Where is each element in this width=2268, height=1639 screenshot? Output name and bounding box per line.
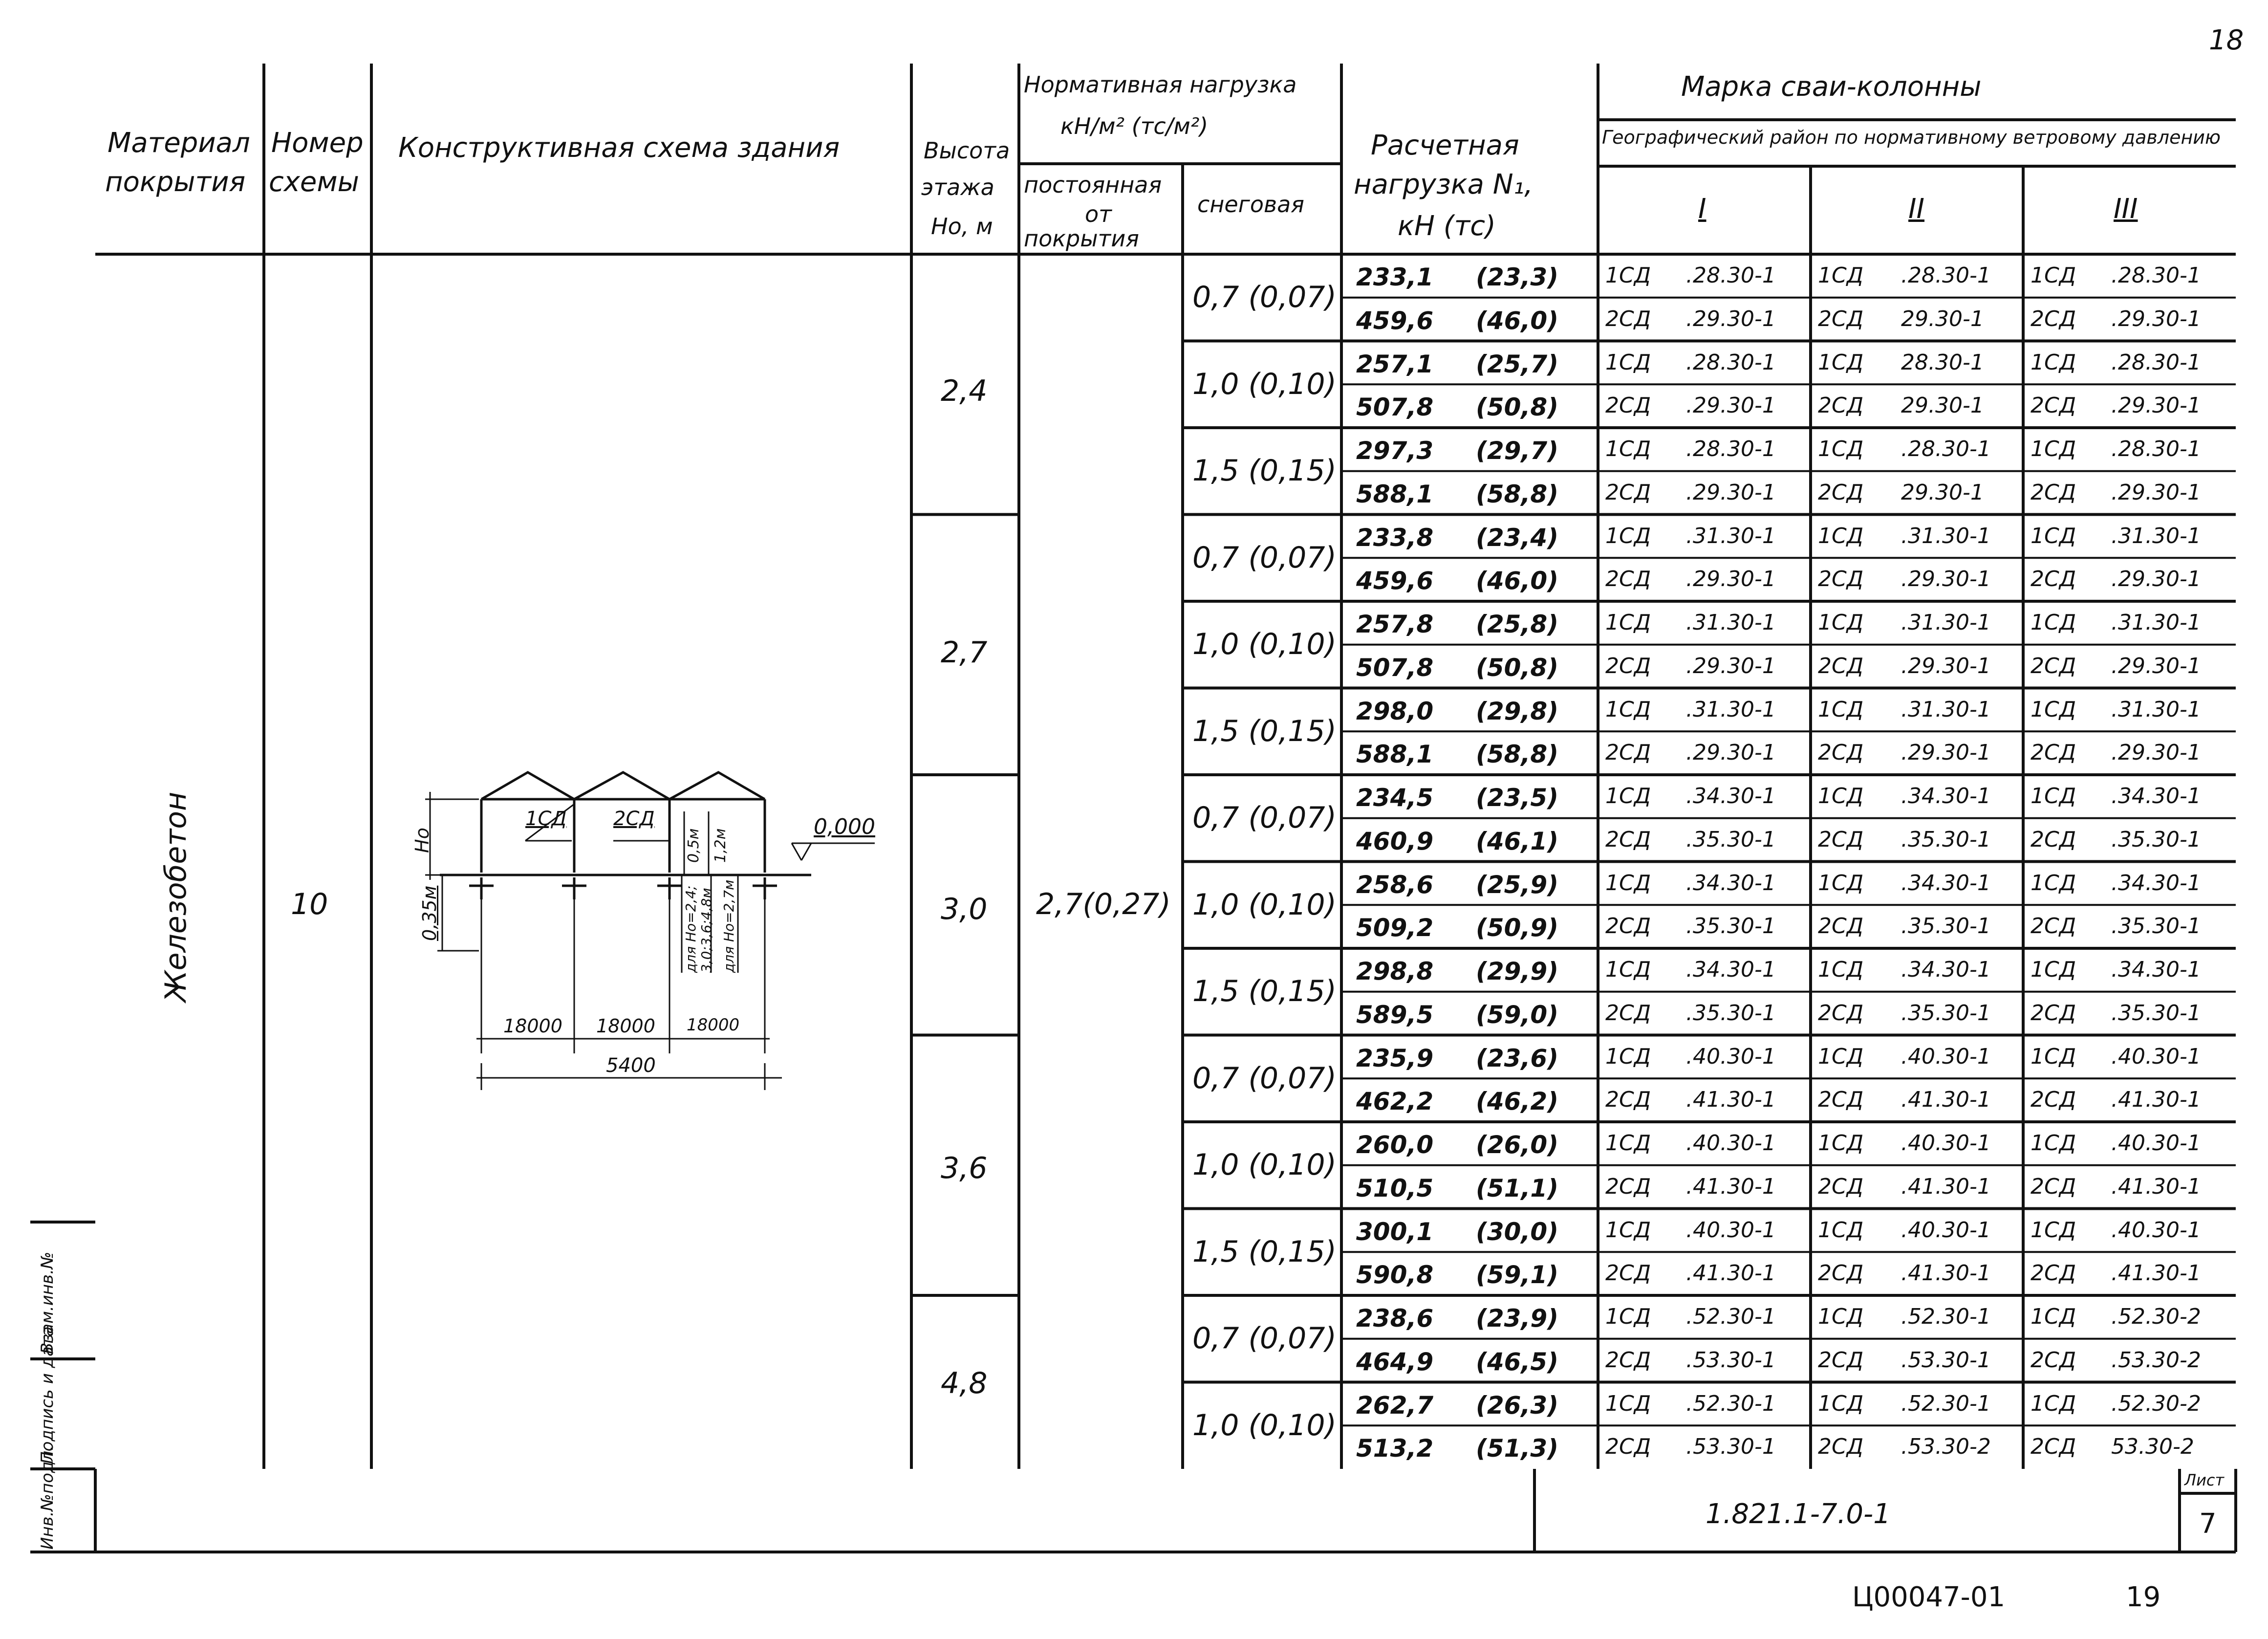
mark-II-code: 29.30-1 (1901, 480, 1984, 505)
mark-II-code: .41.30-1 (1901, 1174, 1991, 1199)
mark-II-code: 29.30-1 (1901, 306, 1984, 331)
mark-II-type: 2СД (1818, 567, 1864, 592)
design-load-tc: (46,2) (1476, 1087, 1559, 1116)
mark-II-type: 2СД (1818, 480, 1864, 505)
mark-I-type: 2СД (1605, 740, 1651, 765)
material-value: Железобетон (159, 791, 193, 1002)
design-load-kn: 234,5 (1356, 784, 1434, 812)
mark-I-type: 2СД (1605, 480, 1651, 505)
mark-I-type: 2СД (1605, 827, 1651, 852)
mark-III-type: 1СД (2030, 263, 2076, 288)
mark-I-code: .31.30-1 (1686, 523, 1776, 548)
mark-III-code: .29.30-1 (2111, 740, 2201, 765)
mark-I-type: 2СД (1605, 567, 1651, 592)
mark-III-code: .28.30-1 (2111, 263, 2201, 288)
height-value: 2,4 (941, 374, 988, 408)
mark-I-type: 1СД (1605, 870, 1651, 896)
mark-III-code: .28.30-1 (2111, 437, 2201, 461)
mark-III-code: .40.30-1 (2111, 1131, 2201, 1156)
mark-III-type: 2СД (2030, 480, 2076, 505)
mark-I-code: .52.30-1 (1686, 1304, 1776, 1329)
mark-I-code: .34.30-1 (1686, 870, 1776, 896)
diagram-label-05: 0,5м (685, 828, 702, 863)
hdr-norm-load-1: Нормативная нагрузка (1024, 71, 1297, 98)
mark-I-code: .41.30-1 (1686, 1174, 1776, 1199)
diagram-note-a: для Но=2,4; (683, 885, 699, 973)
design-load-tc: (46,5) (1476, 1347, 1559, 1376)
mark-I-code: .35.30-1 (1686, 914, 1776, 939)
mark-I-code: .34.30-1 (1686, 957, 1776, 982)
mark-I-code: .53.30-1 (1686, 1434, 1776, 1460)
design-load-tc: (58,8) (1476, 480, 1559, 508)
mark-II-code: .40.30-1 (1901, 1131, 1991, 1156)
mark-I-code: .34.30-1 (1686, 784, 1776, 809)
mark-III-code: .41.30-1 (2111, 1174, 2201, 1199)
mark-II-code: .52.30-1 (1901, 1391, 1991, 1416)
mark-II-code: .28.30-1 (1901, 263, 1991, 288)
mark-II-type: 2СД (1818, 1434, 1864, 1460)
mark-I-code: .28.30-1 (1686, 437, 1776, 461)
stamp-sheet-number: 7 (2199, 1508, 2217, 1540)
snow-load-value: 0,7 (0,07) (1192, 280, 1337, 314)
mark-II-code: .53.30-1 (1901, 1347, 1991, 1373)
mark-II-type: 2СД (1818, 1000, 1864, 1026)
design-load-kn: 459,6 (1356, 567, 1434, 595)
mark-III-type: 1СД (2030, 437, 2076, 461)
side-label-replace: Взам.инв.№ (38, 1251, 57, 1354)
mark-III-type: 2СД (2030, 1087, 2076, 1113)
mark-III-code: .31.30-1 (2111, 523, 2201, 548)
mark-I-type: 2СД (1605, 1261, 1651, 1286)
mark-III-code: .35.30-1 (2111, 827, 2201, 852)
mark-II-code: .41.30-1 (1901, 1261, 1991, 1286)
mark-II-type: 2СД (1818, 827, 1864, 852)
mark-II-code: .35.30-1 (1901, 1000, 1991, 1026)
design-load-tc: (58,8) (1476, 740, 1559, 769)
design-load-kn: 235,9 (1356, 1044, 1434, 1072)
diagram-label-ho: Но (411, 828, 433, 853)
mark-III-type: 1СД (2030, 1131, 2076, 1156)
hdr-material-1: Материал (108, 127, 250, 159)
hdr-scheme: Конструктивная схема здания (398, 132, 840, 164)
mark-I-code: .40.30-1 (1686, 1131, 1776, 1156)
mark-I-code: .31.30-1 (1686, 610, 1776, 635)
design-load-kn: 513,2 (1356, 1434, 1434, 1463)
hdr-design-load-1: Расчетная (1371, 130, 1519, 161)
mark-III-type: 2СД (2030, 306, 2076, 331)
diagram-total: 5400 (606, 1054, 656, 1077)
footer-page: 19 (2126, 1581, 2161, 1613)
mark-III-type: 2СД (2030, 740, 2076, 765)
mark-II-type: 1СД (1818, 1131, 1864, 1156)
mark-II-type: 2СД (1818, 740, 1864, 765)
mark-II-type: 2СД (1818, 393, 1864, 418)
mark-II-code: .40.30-1 (1901, 1044, 1991, 1069)
mark-III-code: .28.30-1 (2111, 350, 2201, 375)
mark-III-code: .34.30-1 (2111, 870, 2201, 896)
mark-I-type: 1СД (1605, 523, 1651, 548)
mark-III-code: .41.30-1 (2111, 1087, 2201, 1113)
design-load-tc: (46,0) (1476, 567, 1559, 595)
design-load-kn: 462,2 (1356, 1087, 1434, 1116)
mark-III-code: .34.30-1 (2111, 784, 2201, 809)
mark-II-type: 2СД (1818, 1347, 1864, 1373)
mark-I-type: 2СД (1605, 306, 1651, 331)
design-load-tc: (46,1) (1476, 827, 1559, 855)
snow-load-value: 0,7 (0,07) (1192, 540, 1337, 575)
mark-II-type: 1СД (1818, 870, 1864, 896)
mark-II-code: .31.30-1 (1901, 523, 1991, 548)
mark-I-code: .40.30-1 (1686, 1044, 1776, 1069)
hdr-design-load-3: кН (тс) (1398, 210, 1496, 242)
mark-III-code: .52.30-2 (2111, 1391, 2201, 1416)
mark-III-code: .29.30-1 (2111, 653, 2201, 678)
height-value: 3,0 (941, 892, 988, 926)
mark-III-code: .40.30-1 (2111, 1217, 2201, 1243)
mark-I-code: .28.30-1 (1686, 350, 1776, 375)
design-load-tc: (50,9) (1476, 914, 1559, 942)
mark-II-code: .34.30-1 (1901, 957, 1991, 982)
mark-I-type: 1СД (1605, 263, 1651, 288)
mark-II-code: 28.30-1 (1901, 350, 1984, 375)
mark-II-type: 2СД (1818, 653, 1864, 678)
mark-I-code: .53.30-1 (1686, 1347, 1776, 1373)
mark-III-code: .29.30-1 (2111, 393, 2201, 418)
mark-I-type: 2СД (1605, 653, 1651, 678)
mark-III-code: .41.30-1 (2111, 1261, 2201, 1286)
mark-III-type: 2СД (2030, 653, 2076, 678)
design-load-tc: (25,9) (1476, 870, 1559, 899)
height-value: 3,6 (941, 1151, 988, 1185)
mark-II-code: 29.30-1 (1901, 393, 1984, 418)
mark-II-type: 2СД (1818, 914, 1864, 939)
hdr-norm-load-2: кН/м² (тс/м²) (1060, 113, 1209, 139)
mark-I-code: .41.30-1 (1686, 1087, 1776, 1113)
mark-II-type: 1СД (1818, 697, 1864, 722)
hdr-scheme-no-1: Номер (271, 127, 364, 159)
design-load-tc: (26,3) (1476, 1391, 1559, 1420)
side-label-sign: Подпись и дата (38, 1326, 57, 1464)
diagram-span-2: 18000 (596, 1015, 655, 1037)
mark-II-code: .41.30-1 (1901, 1087, 1991, 1113)
mark-I-code: .29.30-1 (1686, 393, 1776, 418)
snow-load-value: 1,0 (0,10) (1192, 627, 1337, 661)
snow-load-value: 1,0 (0,10) (1192, 1148, 1337, 1182)
mark-III-type: 2СД (2030, 1000, 2076, 1026)
mark-II-type: 1СД (1818, 610, 1864, 635)
hdr-snow: снеговая (1197, 191, 1304, 218)
mark-III-type: 2СД (2030, 1347, 2076, 1373)
mark-II-code: .31.30-1 (1901, 697, 1991, 722)
mark-II-type: 1СД (1818, 1044, 1864, 1069)
mark-II-code: .29.30-1 (1901, 567, 1991, 592)
design-load-tc: (25,8) (1476, 610, 1559, 638)
mark-I-type: 1СД (1605, 610, 1651, 635)
mark-I-type: 2СД (1605, 1174, 1651, 1199)
design-load-kn: 590,8 (1356, 1261, 1434, 1289)
design-load-kn: 507,8 (1356, 653, 1434, 682)
mark-III-type: 1СД (2030, 697, 2076, 722)
mark-I-type: 1СД (1605, 784, 1651, 809)
mark-I-type: 2СД (1605, 1347, 1651, 1373)
mark-I-type: 2СД (1605, 1000, 1651, 1026)
snow-load-value: 1,5 (0,15) (1192, 454, 1337, 488)
snow-load-value: 1,0 (0,10) (1192, 887, 1337, 922)
mark-I-type: 1СД (1605, 1044, 1651, 1069)
mark-III-type: 1СД (2030, 1044, 2076, 1069)
snow-load-value: 0,7 (0,07) (1192, 801, 1337, 835)
design-load-kn: 510,5 (1356, 1174, 1434, 1202)
mark-I-code: .52.30-1 (1686, 1391, 1776, 1416)
design-load-tc: (23,3) (1476, 263, 1559, 291)
mark-III-code: .34.30-1 (2111, 957, 2201, 982)
mark-I-type: 1СД (1605, 1391, 1651, 1416)
diagram-label-2sd: 2СД (613, 808, 655, 830)
design-load-kn: 459,6 (1356, 306, 1434, 335)
mark-III-type: 2СД (2030, 567, 2076, 592)
mark-II-type: 1СД (1818, 1304, 1864, 1329)
mark-I-code: .29.30-1 (1686, 306, 1776, 331)
mark-II-type: 1СД (1818, 957, 1864, 982)
hdr-region-III: III (2114, 193, 2138, 225)
mark-III-type: 1СД (2030, 350, 2076, 375)
height-value: 4,8 (941, 1366, 988, 1400)
design-load-kn: 262,7 (1356, 1391, 1434, 1420)
mark-I-code: .29.30-1 (1686, 740, 1776, 765)
design-load-kn: 258,6 (1356, 870, 1434, 899)
mark-II-type: 2СД (1818, 306, 1864, 331)
design-load-tc: (29,7) (1476, 437, 1559, 465)
diagram-note-c: для Но=2,7м (721, 879, 737, 973)
mark-III-code: .31.30-1 (2111, 610, 2201, 635)
design-load-tc: (25,7) (1476, 350, 1559, 378)
mark-II-code: .52.30-1 (1901, 1304, 1991, 1329)
design-load-kn: 238,6 (1356, 1304, 1434, 1333)
mark-III-code: .29.30-1 (2111, 480, 2201, 505)
hdr-height-2: этажа (921, 174, 994, 200)
design-load-tc: (46,0) (1476, 306, 1559, 335)
mark-I-type: 2СД (1605, 393, 1651, 418)
design-load-tc: (23,5) (1476, 784, 1559, 812)
design-load-kn: 507,8 (1356, 393, 1434, 422)
hdr-region-II: II (1908, 193, 1925, 225)
mark-I-type: 1СД (1605, 1131, 1651, 1156)
design-load-tc: (23,9) (1476, 1304, 1559, 1333)
side-label-inv: Инв.№подл. (38, 1445, 57, 1550)
mark-III-code: 53.30-2 (2111, 1434, 2194, 1460)
snow-load-value: 1,0 (0,10) (1192, 367, 1337, 401)
design-load-kn: 298,0 (1356, 697, 1434, 725)
design-load-kn: 298,8 (1356, 957, 1434, 985)
mark-I-type: 1СД (1605, 437, 1651, 461)
mark-II-type: 1СД (1818, 1217, 1864, 1243)
mark-I-code: .29.30-1 (1686, 653, 1776, 678)
hdr-const-load-3: покрытия (1024, 225, 1139, 252)
design-load-tc: (51,1) (1476, 1174, 1559, 1202)
mark-II-type: 2СД (1818, 1174, 1864, 1199)
mark-I-type: 1СД (1605, 957, 1651, 982)
mark-I-type: 2СД (1605, 914, 1651, 939)
mark-II-type: 1СД (1818, 437, 1864, 461)
snow-load-value: 1,5 (0,15) (1192, 1234, 1337, 1269)
design-load-tc: (23,4) (1476, 523, 1559, 552)
mark-II-type: 1СД (1818, 523, 1864, 548)
design-load-tc: (51,3) (1476, 1434, 1559, 1463)
stamp-sheet-label: Лист (2184, 1471, 2225, 1489)
design-load-tc: (59,0) (1476, 1000, 1559, 1029)
mark-III-type: 1СД (2030, 610, 2076, 635)
mark-I-code: .40.30-1 (1686, 1217, 1776, 1243)
mark-III-type: 1СД (2030, 1391, 2076, 1416)
design-load-kn: 233,8 (1356, 523, 1434, 552)
design-load-kn: 257,1 (1356, 350, 1434, 378)
mark-III-type: 1СД (2030, 1304, 2076, 1329)
mark-II-type: 1СД (1818, 263, 1864, 288)
mark-III-type: 1СД (2030, 957, 2076, 982)
mark-I-type: 1СД (1605, 1217, 1651, 1243)
mark-III-code: .35.30-1 (2111, 1000, 2201, 1026)
design-load-kn: 588,1 (1356, 740, 1434, 769)
stamp-doc-code: 1.821.1-7.0-1 (1706, 1498, 1891, 1530)
diagram-label-035: 0,35м (419, 885, 440, 941)
mark-I-code: .29.30-1 (1686, 567, 1776, 592)
design-load-tc: (30,0) (1476, 1217, 1559, 1246)
mark-II-code: .35.30-1 (1901, 914, 1991, 939)
design-load-tc: (23,6) (1476, 1044, 1559, 1072)
mark-II-code: .35.30-1 (1901, 827, 1991, 852)
mark-III-code: .40.30-1 (2111, 1044, 2201, 1069)
hdr-region-I: I (1698, 193, 1706, 225)
mark-I-code: .29.30-1 (1686, 480, 1776, 505)
design-load-kn: 260,0 (1356, 1131, 1434, 1159)
hdr-region: Географический район по нормативному ветровому давлению (1602, 127, 2221, 148)
diagram-span-1: 18000 (503, 1015, 562, 1037)
mark-III-type: 2СД (2030, 914, 2076, 939)
mark-III-type: 1СД (2030, 784, 2076, 809)
mark-II-code: .34.30-1 (1901, 870, 1991, 896)
hdr-height-1: Высота (924, 137, 1010, 164)
design-load-tc: (29,9) (1476, 957, 1559, 985)
mark-II-code: .53.30-2 (1901, 1434, 1991, 1460)
hdr-material-2: покрытия (105, 166, 246, 198)
mark-I-type: 2СД (1605, 1087, 1651, 1113)
mark-I-code: .28.30-1 (1686, 263, 1776, 288)
hdr-mark: Марка сваи-колонны (1681, 71, 1982, 103)
mark-III-type: 2СД (2030, 827, 2076, 852)
mark-III-code: .31.30-1 (2111, 697, 2201, 722)
mark-III-type: 1СД (2030, 870, 2076, 896)
scheme-number: 10 (291, 887, 328, 921)
mark-III-code: .29.30-1 (2111, 306, 2201, 331)
mark-I-type: 1СД (1605, 1304, 1651, 1329)
diagram-span-3: 18000 (687, 1015, 740, 1035)
mark-II-type: 2СД (1818, 1261, 1864, 1286)
design-load-kn: 588,1 (1356, 480, 1434, 508)
const-load-value: 2,7(0,27) (1036, 887, 1171, 921)
design-load-tc: (50,8) (1476, 653, 1559, 682)
mark-III-type: 1СД (2030, 1217, 2076, 1243)
design-load-tc: (59,1) (1476, 1261, 1559, 1289)
design-load-kn: 297,3 (1356, 437, 1434, 465)
mark-III-code: .52.30-2 (2111, 1304, 2201, 1329)
design-load-kn: 509,2 (1356, 914, 1434, 942)
mark-II-type: 1СД (1818, 350, 1864, 375)
hdr-const-load-1: постоянная (1024, 172, 1162, 198)
hdr-design-load-2: нагрузка N₁, (1354, 169, 1533, 200)
hdr-const-load-2: от (1085, 201, 1112, 227)
mark-II-code: .34.30-1 (1901, 784, 1991, 809)
footer-code: Ц00047-01 (1852, 1581, 2006, 1613)
height-value: 2,7 (941, 635, 988, 670)
design-load-kn: 257,8 (1356, 610, 1434, 638)
hdr-scheme-no-2: схемы (269, 166, 359, 198)
snow-load-value: 1,5 (0,15) (1192, 714, 1337, 748)
design-load-kn: 233,1 (1356, 263, 1434, 291)
snow-load-value: 0,7 (0,07) (1192, 1061, 1337, 1095)
page-number-top: 18 (2209, 24, 2244, 56)
mark-II-code: .29.30-1 (1901, 653, 1991, 678)
snow-load-value: 1,0 (0,10) (1192, 1408, 1337, 1442)
mark-III-type: 2СД (2030, 1174, 2076, 1199)
mark-II-type: 1СД (1818, 784, 1864, 809)
design-load-kn: 460,9 (1356, 827, 1434, 855)
design-load-kn: 300,1 (1356, 1217, 1434, 1246)
design-load-kn: 589,5 (1356, 1000, 1434, 1029)
snow-load-value: 1,5 (0,15) (1192, 974, 1337, 1008)
mark-I-type: 1СД (1605, 697, 1651, 722)
design-load-tc: (29,8) (1476, 697, 1559, 725)
mark-III-type: 2СД (2030, 1434, 2076, 1460)
mark-I-type: 1СД (1605, 350, 1651, 375)
hdr-height-3: Но, м (931, 213, 993, 240)
mark-III-type: 1СД (2030, 523, 2076, 548)
mark-I-code: .31.30-1 (1686, 697, 1776, 722)
mark-II-code: .40.30-1 (1901, 1217, 1991, 1243)
mark-I-code: .35.30-1 (1686, 827, 1776, 852)
mark-I-code: .35.30-1 (1686, 1000, 1776, 1026)
mark-II-code: .31.30-1 (1901, 610, 1991, 635)
diagram-label-zero: 0,000 (814, 814, 875, 839)
mark-II-type: 2СД (1818, 1087, 1864, 1113)
mark-I-code: .41.30-1 (1686, 1261, 1776, 1286)
diagram-label-1sd: 1СД (525, 808, 567, 830)
mark-III-type: 2СД (2030, 1261, 2076, 1286)
design-load-tc: (26,0) (1476, 1131, 1559, 1159)
design-load-tc: (50,8) (1476, 393, 1559, 422)
snow-load-value: 0,7 (0,07) (1192, 1321, 1337, 1355)
mark-I-type: 2СД (1605, 1434, 1651, 1460)
mark-II-code: .29.30-1 (1901, 740, 1991, 765)
diagram-label-12: 1,2м (712, 828, 729, 863)
mark-III-code: .29.30-1 (2111, 567, 2201, 592)
mark-III-code: .53.30-2 (2111, 1347, 2201, 1373)
mark-III-type: 2СД (2030, 393, 2076, 418)
diagram-note-b: 3,0;3,6;4,8м (698, 888, 714, 973)
mark-III-code: .35.30-1 (2111, 914, 2201, 939)
mark-II-type: 1СД (1818, 1391, 1864, 1416)
mark-II-code: .28.30-1 (1901, 437, 1991, 461)
design-load-kn: 464,9 (1356, 1347, 1434, 1376)
